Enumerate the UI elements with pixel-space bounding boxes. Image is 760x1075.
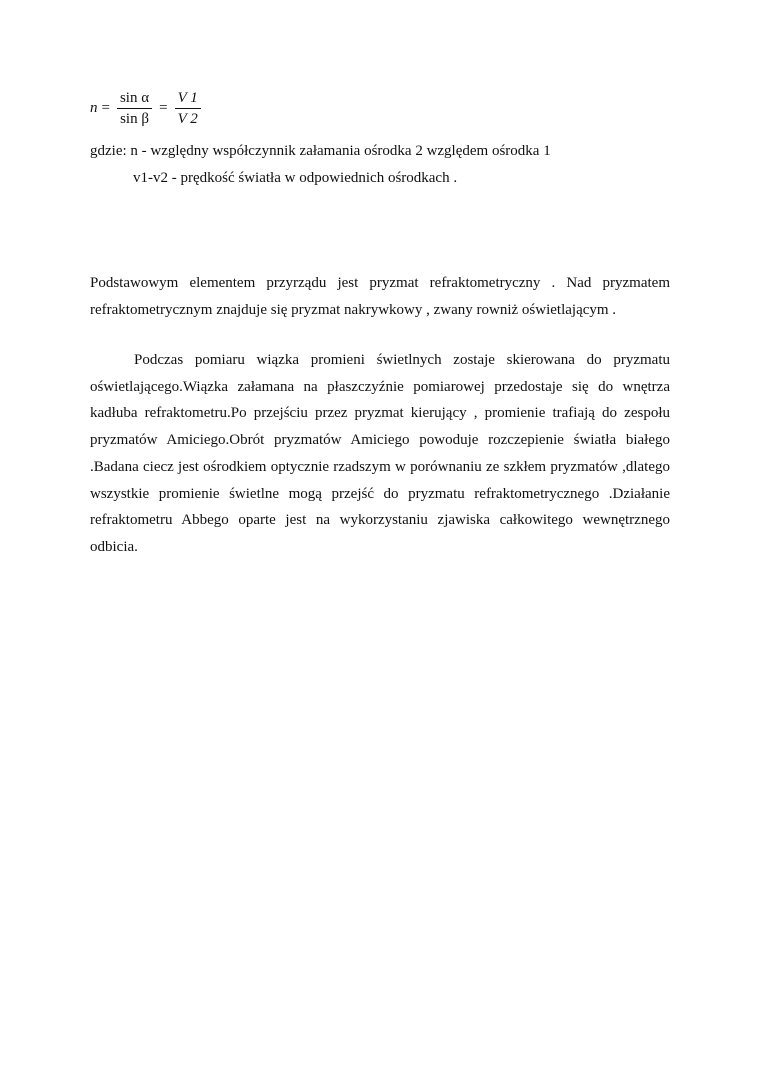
paragraph-2: Podczas pomiaru wiązka promieni świetlnych zostaje skierowana do pryzmatu oświetlającego.Wiązka załamana na płaszczyźnie pomiarowej przedostaje się do wnętrza kadłuba refraktometru.Po przejściu przez pryzmat kierujący , promienie trafiają do zespołu pryzmatów Amiciego.Obrót pryzmatów Amiciego powoduje rozczepienie światła białego .Badana ciecz jest ośrodkiem optycznie rzadszym w porównaniu ze szkłem pryzmatów ,dlatego wszystkie promienie świetlne mogą przejść do pryzmatu refraktometrycznego .Działanie refraktometru Abbego oparte jest na wykorzystaniu zjawiska całkowitego wewnętrznego odbicia. [90, 352, 670, 555]
fraction-sine-numerator: sin α [117, 90, 152, 109]
fraction-velocity-numerator: V 1 [175, 90, 201, 109]
definition-line-2: v1-v2 - prędkość światła w odpowiednich ośrodkach . [133, 170, 458, 186]
definition-line-1: gdzie: n - względny współczynnik załamania ośrodka 2 względem ośrodka 1 [90, 143, 551, 159]
fraction-sine-denominator: sin β [120, 111, 149, 127]
paragraph-1: Podstawowym elementem przyrządu jest pryzmat refraktometryczny . Nad pryzmatem refraktometrycznym znajduje się pryzmat nakrywkowy , zwany rowniż oświetlającym . [90, 275, 670, 318]
fraction-velocity [175, 90, 201, 127]
refraction-formula [90, 90, 204, 127]
formula-equals-2: = [159, 100, 168, 116]
fraction-velocity-denominator: V 2 [177, 111, 198, 127]
formula-n: n [90, 100, 98, 116]
fraction-sine [117, 90, 152, 127]
formula-equals-1: = [101, 100, 110, 116]
